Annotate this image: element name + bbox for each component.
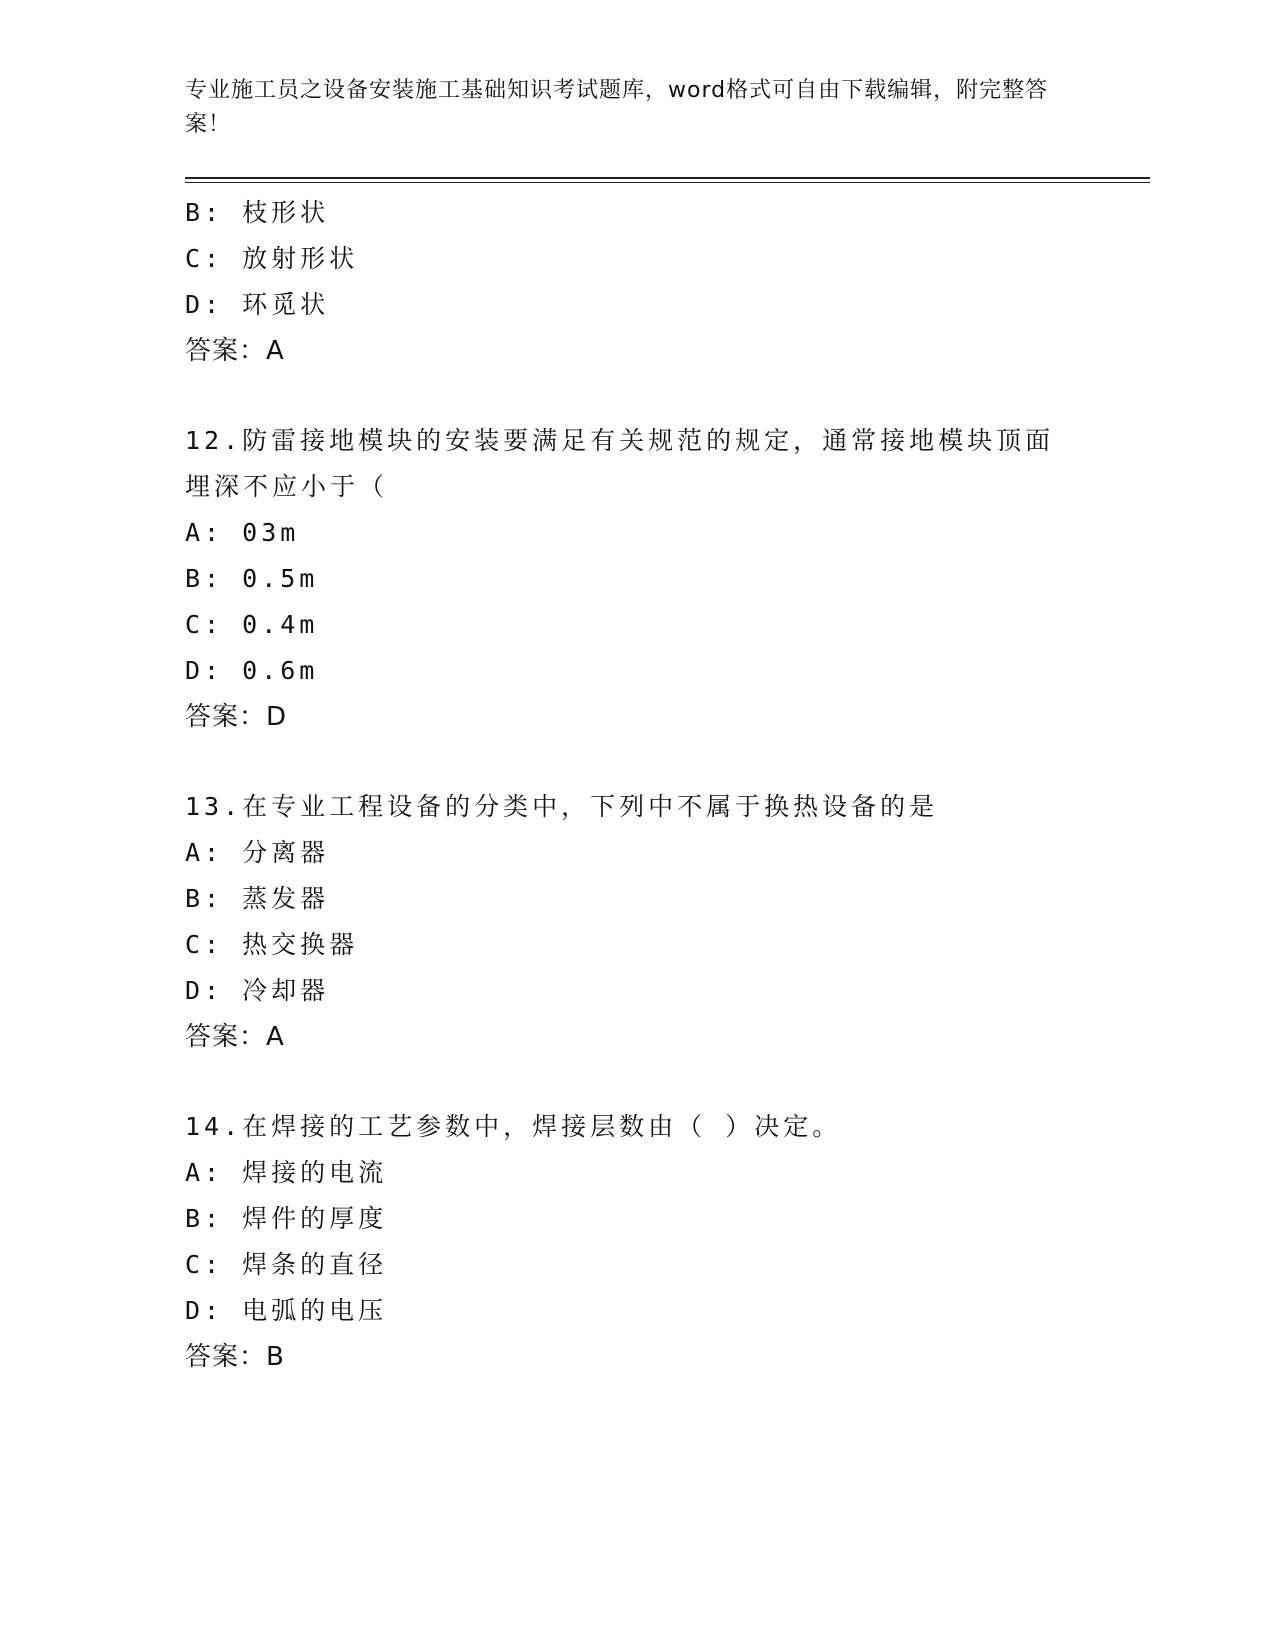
answer: 答案：B — [185, 1342, 285, 1372]
option-b: B: 焊件的厚度 — [185, 1204, 388, 1233]
option-b: B: 0.5m — [185, 564, 319, 593]
question-13 — [185, 784, 1085, 1060]
option-a: A: 03m — [185, 518, 300, 547]
document-body — [185, 190, 1085, 1380]
option-d: D: 冷却器 — [185, 976, 330, 1005]
question-continuation — [185, 190, 1085, 374]
option-d: D: 0.6m — [185, 656, 319, 685]
question-14 — [185, 1104, 1085, 1380]
document-header: 专业施工员之设备安装施工基础知识考试题库，word格式可自由下载编辑，附完整答案！ — [185, 78, 1049, 137]
option-a: A: 分离器 — [185, 838, 330, 867]
answer: 答案：A — [185, 1022, 285, 1052]
header-divider — [185, 177, 1150, 179]
question-stem: 13.在专业工程设备的分类中，下列中不属于换热设备的是 — [185, 792, 939, 821]
option-d: D: 环觅状 — [185, 290, 330, 319]
option-b: B: 枝形状 — [185, 198, 330, 227]
option-c: C: 热交换器 — [185, 930, 359, 959]
option-b: B: 蒸发器 — [185, 884, 330, 913]
answer: 答案：A — [185, 336, 285, 366]
option-c: C: 焊条的直径 — [185, 1250, 388, 1279]
option-a: A: 焊接的电流 — [185, 1158, 388, 1187]
answer: 答案：D — [185, 702, 288, 732]
question-stem: 12.防雷接地模块的安装要满足有关规范的规定，通常接地模块顶面埋深不应小于（ — [185, 426, 1055, 501]
option-d: D: 电弧的电压 — [185, 1296, 388, 1325]
header-divider-thin — [185, 182, 1150, 183]
option-c: C: 0.4m — [185, 610, 319, 639]
question-stem: 14.在焊接的工艺参数中，焊接层数由（ ）决定。 — [185, 1112, 842, 1141]
question-12 — [185, 418, 1085, 740]
option-c: C: 放射形状 — [185, 244, 359, 273]
